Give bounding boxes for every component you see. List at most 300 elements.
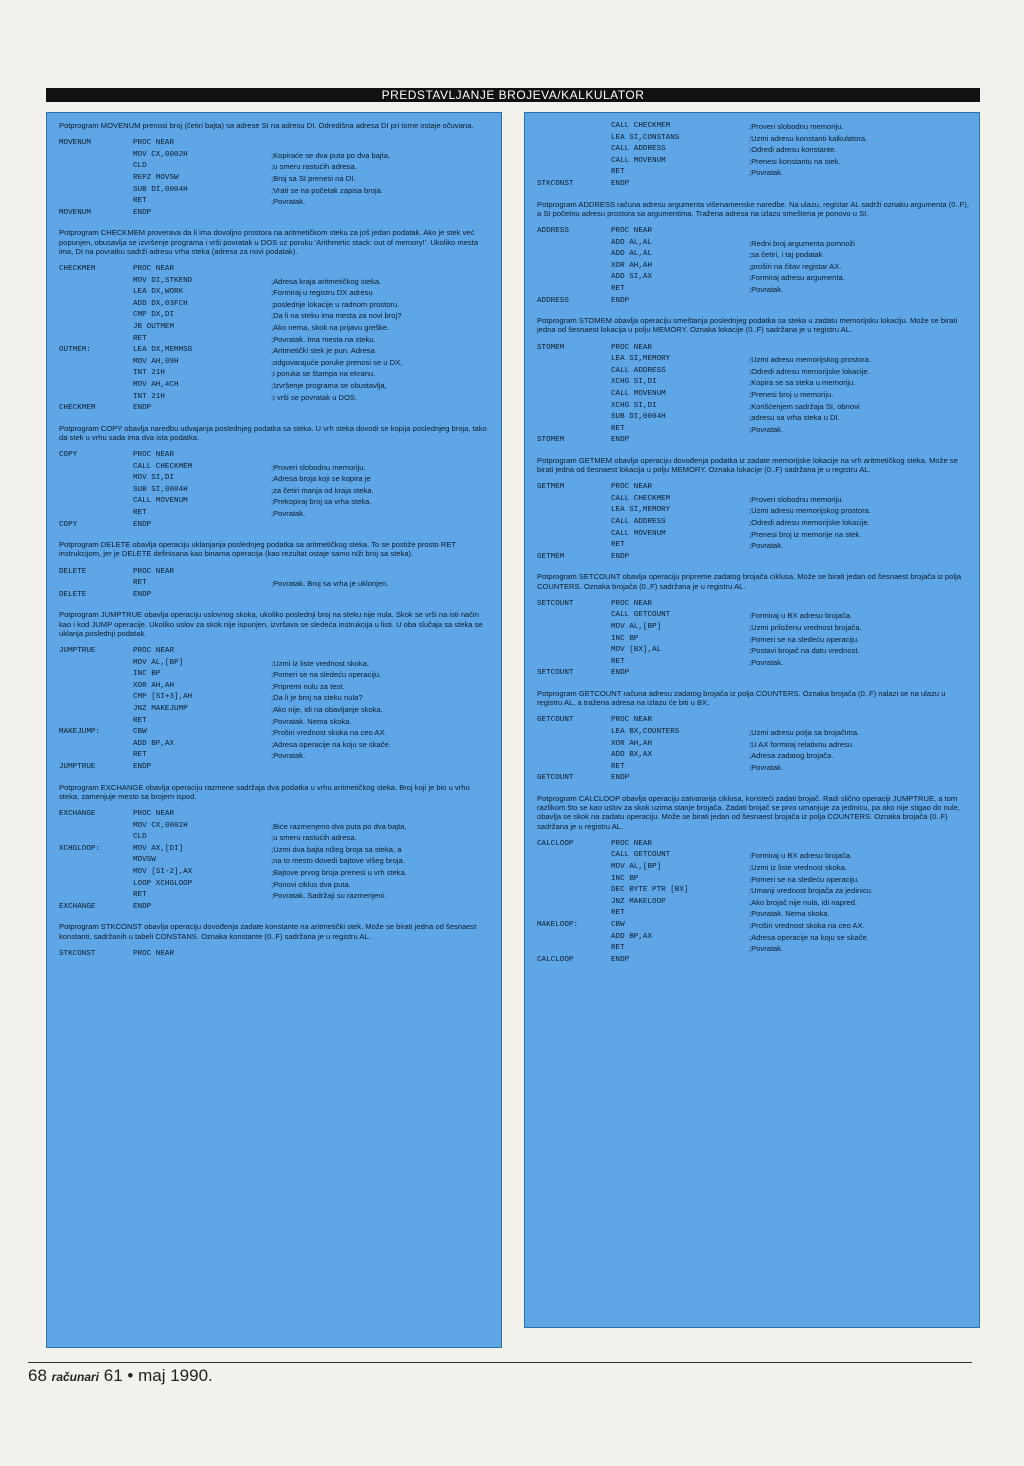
code-instruction: MOV [SI-2],AX [133,867,193,876]
header-title: PREDSTAVLJANJE BROJEVA/KALKULATOR [381,88,645,102]
code-comment: ;Povratak. [271,509,306,519]
code-instruction: CALL CHECKMEM [133,462,193,471]
code-instruction: REPZ MOVSW [133,173,179,182]
code-label: GETMEM [537,552,565,561]
code-line [59,832,491,844]
code-instruction: INT 21H [133,392,165,401]
code-instruction: LEA DX,MEMMSG [133,346,193,355]
code-comment: ;Vrati se na početak zapisa broja. [271,185,384,195]
code-comment: ;Uzmi dva bajta nižeg broja sa steka, a [271,844,402,854]
code-label: CHECKMEM [59,264,96,273]
footer-rule [28,1362,972,1363]
code-instruction: RET [611,944,625,953]
code-instruction: RET [133,891,147,900]
code-comment: ;za četiri manja od kraja steka. [271,485,374,495]
code-label: MAKELOOP: [537,920,579,929]
code-line [59,867,491,879]
code-line [537,540,969,552]
code-comment: ;Adresa broja koji se kopira je [271,474,371,484]
code-line [59,196,491,208]
code-instruction: PROC NEAR [133,567,175,576]
code-instruction: MOV AH,4CH [133,380,179,389]
code-line [537,932,969,944]
code-comment: ;u smeru rastućih adresa. [271,833,357,843]
code-comment: ;Prekopiraj broj sa vrha steka. [271,497,372,507]
code-instruction: ADD SI,AX [611,273,653,282]
code-comment: ;Prenesi broj iz memorije na stek. [749,529,862,539]
code-line [537,144,969,156]
code-comment: ;Odredi adresu konstante. [749,145,837,155]
code-label: STOMEM [537,343,565,352]
code-listing [59,809,491,913]
footer-bullet: • [127,1366,134,1385]
code-instruction: RET [611,762,625,771]
code-label: EXCHANGE [59,809,96,818]
code-listing [59,138,491,219]
code-instruction: PROC NEAR [611,599,653,608]
code-listing [537,121,969,191]
code-instruction: INT 21H [133,369,165,378]
code-instruction: ADD BP,AX [133,739,175,748]
code-instruction: MOV [BX],AL [611,646,662,655]
code-comment: ;Proveri slobodnu memoriju. [271,462,366,472]
code-comment: ;Postavi brojač na datu vrednost. [749,646,860,656]
code-line [537,366,969,378]
code-instruction: XOR AH,AH [133,681,175,690]
code-instruction: RET [133,334,147,343]
code-comment: ;U AX formiraj relativnu adresu. [749,739,855,749]
code-line [59,520,491,532]
description-paragraph: Potprogram STKCONST obavlja operaciju dovođenja zadate konstante na aritmetički stek. Može se birati jedna od šesnaest konstanti, sadržanih u tabeli CONSTANS. Oznaka konstante (0..F) sadržana je u registru AL. [59,922,477,941]
code-comment: ;Proširi vrednost skoka na ceo AX. [749,920,865,930]
code-line [59,462,491,474]
code-comment: ;Adresa operacije na koju se skače. [749,932,869,942]
code-label: EXCHANGE [59,902,96,911]
code-line [59,450,491,462]
code-instruction: ADD BP,AX [611,932,653,941]
code-comment: ;Uzmi iz liste vrednost skoka. [271,658,369,668]
code-comment: ;Povratak. Broj sa vrha je uklonjen. [271,579,389,589]
code-comment: ;Povratak. [749,424,784,434]
page-footer [28,1366,213,1386]
code-instruction: CALL MOVENUM [611,529,666,538]
code-comment: ;Proveri slobodnu memoriju. [749,122,844,131]
code-line [537,645,969,657]
code-line [59,276,491,288]
code-instruction: PROC NEAR [611,343,653,352]
code-line [59,322,491,334]
code-comment: ;Biće razmenjeno dva puta po dva bajta, [271,821,407,831]
code-line [537,377,969,389]
code-instruction: MOV CX,0002H [133,150,188,159]
code-label: XCHGLOOP: [59,844,101,853]
code-instruction: CLD [133,162,147,171]
code-comment: ;Korišćenjem sadržaja SI, obnovi [749,401,860,411]
code-comment: ;Formiraj adresu argumenta. [749,273,845,283]
code-listing [537,482,969,563]
code-instruction: PROC NEAR [133,139,175,148]
code-line [59,138,491,150]
code-listing [59,264,491,415]
code-listing [59,646,491,774]
code-line [59,496,491,508]
code-line [59,809,491,821]
code-instruction: JNZ MAKEJUMP [133,705,188,714]
code-line [537,622,969,634]
code-label: STOMEM [537,436,565,445]
code-line [59,508,491,520]
code-label: SETCOUNT [537,599,574,608]
code-instruction: RET [611,284,625,293]
code-line [537,249,969,261]
description-paragraph: Potprogram SETCOUNT obavlja operaciju pripreme zadatog brojača ciklusa. Može se birati jedan od šesnaest brojača iz polja COUNTERS. Oznaka brojača (0..F) sadržana je u registru AL. [537,572,962,591]
code-line [59,879,491,891]
code-line [59,762,491,774]
code-instruction: INC BP [133,670,161,679]
code-instruction: CALL MOVENUM [611,389,666,398]
code-label: CHECKMEM [59,404,96,413]
code-comment: ;Adresa zadatog brojača. [749,751,834,761]
code-comment: ;Formiraj u BX adresu brojača. [749,611,852,621]
code-label: COPY [59,451,78,460]
code-comment: ;Bajtove prvog broja prenesi u vrh steka. [271,867,407,877]
code-line [59,299,491,311]
code-line [537,668,969,680]
code-instruction: ENDP [133,208,152,217]
code-line [537,354,969,366]
code-label: MOVENUM [59,208,91,217]
code-comment: ;i vrši se povratak u DOS. [271,392,358,402]
code-line [537,272,969,284]
code-line [59,473,491,485]
code-listing [537,599,969,680]
code-instruction: MOVSW [133,856,156,865]
code-line [537,412,969,424]
code-comment: ;Odredi adresu memorijske lokacije. [749,366,870,376]
code-instruction: ADD DX,03FCH [133,299,188,308]
code-label: MAKEJUMP: [59,728,101,737]
code-instruction: PROC NEAR [133,647,175,656]
code-instruction: CALL MOVENUM [133,497,188,506]
code-comment: ;Formiraj u BX adresu brojača. [749,851,852,861]
code-comment: ;Pomeri se na sledeću operaciju. [271,670,382,680]
code-instruction: ENDP [611,955,630,964]
code-instruction: RET [133,509,147,518]
code-instruction: CALL ADDRESS [611,145,666,154]
code-instruction: XOR AH,AH [611,739,653,748]
code-instruction: RET [133,751,147,760]
code-comment: ;Uzmi adresu memorijskog prostora. [749,355,871,365]
left-column-panel [46,112,502,1348]
code-instruction: CMP DX,DI [133,311,175,320]
code-comment: ;Kopiraće se dva puta po dva bajta, [271,150,391,160]
code-instruction: CBW [611,920,625,929]
code-comment: ;Povratak. [749,541,784,551]
code-label: OUTMEM: [59,346,91,355]
code-line [59,739,491,751]
code-line [59,334,491,346]
code-label: GETCOUNT [537,774,574,783]
code-line [537,401,969,413]
code-comment: ;Da li na steku ima mesta za novi broj? [271,311,402,321]
code-line [59,310,491,322]
code-comment: ;Uzmi adresu konstanti kalkulatora. [749,133,868,143]
code-instruction: RET [611,168,625,177]
code-line [537,238,969,250]
code-comment: ;Formiraj u registru DX adresu [271,288,373,298]
description-paragraph: Potprogram COPY obavlja naredbu udvajanja poslednjeg podatka sa steka. U vrh steka dovodi se kopija poslednjeg broja, tako da stek u vrhu sada ima dva ista podatka. [59,423,487,442]
code-comment: ;proširi na čitav registar AX. [749,261,842,271]
code-comment: ;Ponovi ciklus dva puta. [271,879,351,889]
code-line [537,839,969,851]
code-comment: ;sa četiri, i taj podatak [749,250,823,260]
code-line [537,862,969,874]
code-listing [537,715,969,785]
description-paragraph: Potprogram STOMEM obavlja operaciju smeštanja poslednjeg podatka sa steka u zadatu memorijsku lokaciju. Može se birati jedna od šesnaest lokacija u polju MEMORY. Oznaka lokacije (0..F) sadržana je u registru AL. [537,316,958,335]
code-instruction: MOV DI,STKEND [133,276,193,285]
description-paragraph: Potprogram CALCLOOP obavlja operaciju zatvaranja ciklusa, koristeći zadati brojač. Radi slično operaciji JUMPTRUE, a tom razlikom što se kao uslov za skok uzima stanje brojača. Zadati brojač se prvo umanjuje za jedinicu, pa ako nije stigao do nule, obavlja se skok na zadatu operaciju. Može se birati jedan od šesnaest brojača iz polja COUNTERS. Oznaka brojača (0..F) sadržana je u registru AL. [537,793,960,831]
code-instruction: SUB SI,0004H [133,485,188,494]
code-line [59,949,491,961]
code-line [59,821,491,833]
code-comment: ;Povratak. Nema skoka. [271,716,352,726]
code-comment: ;Umanji vrednost brojača za jedinicu. [749,886,874,896]
description-paragraph: Potprogram JUMPTRUE obavlja operaciju uslovnog skoka, ukoliko poslednji broj na steku nije nula. Skok se vrši na isti način kao i kod JUMP operacije. Ukoliko uslov za skok nije ispunjen, izvršava se sledeća instrukcija u listi. U oba slučaja sa steka se uklanja poslednji podatak. [59,610,483,638]
code-label: GETCOUNT [537,716,574,725]
description-paragraph: Potprogram GETMEM obavlja operaciju dovođenja podatka iz zadate memorijske lokacije na vrh aritmetičkog steka. Može se birati jedna od šesnaest lokacija u polju MEMORY. Oznaka lokacije (0..F) sadržana je u registru AL. [537,455,958,475]
description-paragraph: Potprogram EXCHANGE obavlja operaciju razmene sadržaja dva podatka u vrhu aritmetičkog steka. Broj koji je bio u vrhu steka, zamenjuje mesto sa brojem ispod. [59,782,470,801]
code-comment: ;Ako nije, idi na obavljanje skoka. [271,705,383,715]
code-line [59,357,491,369]
code-comment: ;Uzmi adresu memorijskog prostora. [749,506,871,516]
code-instruction: MOV CX,0002H [133,821,188,830]
code-comment: ;Prenesi broj u memoriju. [749,389,834,399]
code-instruction: CALL GETCOUNT [611,851,671,860]
issue-date: maj 1990. [138,1366,213,1385]
code-instruction: ENDP [133,520,152,529]
code-instruction: INC BP [611,874,639,883]
code-instruction: CALL ADDRESS [611,366,666,375]
code-comment: ;i poruka se štampa na ekranu. [271,369,376,379]
code-line [537,494,969,506]
code-line [537,885,969,897]
code-label: CALCLOOP [537,955,574,964]
code-comment: ;Pomeri se na sledeću operaciju. [749,634,860,644]
code-comment: ;Povratak. [749,944,784,954]
code-instruction: CALL CHECKMEM [611,122,671,130]
code-instruction: LEA SI,CONSTANS [611,133,680,142]
code-instruction: RET [133,716,147,725]
code-line [59,567,491,579]
code-line [537,284,969,296]
code-line [537,156,969,168]
code-instruction: ENDP [611,179,630,188]
code-instruction: ADD AL,AL [611,238,653,247]
code-line [537,943,969,955]
code-instruction: XOR AH,AH [611,261,653,270]
code-listing [537,839,969,967]
code-line [59,368,491,380]
code-instruction: LEA DX,WORK [133,288,184,297]
code-line [59,750,491,762]
code-line [537,610,969,622]
code-line [59,578,491,590]
code-comment: ;Povratak. Nema skoka. [749,909,830,919]
code-comment: ;Adresa operacije na koju se skače. [271,739,391,749]
code-instruction: ENDP [611,669,630,678]
code-instruction: MOV AH,09H [133,357,179,366]
code-line [537,179,969,191]
code-line [537,599,969,611]
code-instruction: RET [611,424,625,433]
code-instruction: PROC NEAR [611,483,653,492]
code-label: SETCOUNT [537,669,574,678]
code-comment: ;Povratak. [271,197,306,207]
code-comment: ;u smeru rastućih adresa. [271,162,357,172]
code-instruction: MOV AX,[DI] [133,844,184,853]
code-instruction: PROC NEAR [611,226,653,235]
code-comment: ;na to mesto dovedi bajtove višeg broja. [271,856,405,866]
code-comment: ;odgovarajuće poruke prenosi se u DX, [271,357,403,367]
code-instruction: SUB DI,0004H [611,413,666,422]
code-line [59,716,491,728]
code-instruction: LEA BX,COUNTERS [611,728,680,736]
code-line [537,727,969,739]
code-instruction: CLD [133,833,147,842]
code-instruction: PROC NEAR [133,264,175,273]
code-line [59,264,491,276]
code-line [537,908,969,920]
code-line [537,739,969,751]
code-line [537,389,969,401]
code-comment: ;poslednje lokacije u radnom prostoru. [271,299,400,309]
code-instruction: PROC NEAR [611,839,653,848]
code-listing [59,949,491,961]
code-instruction: JNZ MAKELOOP [611,897,666,906]
code-label: DELETE [59,567,87,576]
code-line [537,226,969,238]
code-line [59,392,491,404]
code-label: JUMPTRUE [59,762,96,771]
code-instruction: CALL MOVENUM [611,156,666,165]
code-line [59,692,491,704]
code-line [59,173,491,185]
code-line [59,727,491,739]
description-paragraph: Potprogram CHECKMEM proverava da li ima dovoljno prostora na aritmetičkom steku za još jedan podatak. Ako je stek već popunjen, obusavlja se izvršenje programa i vrši povratak u DOS uz poruku 'Arithmetic stack: out of memory!'. Ukoliko mesta ima, DI na povratku sadrži adresu vrha steka (adresa za novi podatak). [59,228,479,256]
code-comment: ;Uzmi priloženu vrednost brojača. [749,623,862,633]
code-line [537,517,969,529]
code-instruction: ENDP [133,590,152,599]
code-instruction: ENDP [133,762,152,771]
code-instruction: RET [611,541,625,550]
code-line [537,529,969,541]
code-comment: ;Broj sa SI prenesi na DI. [271,173,356,183]
code-label: CALCLOOP [537,839,574,848]
code-comment: ;Pomeri se na sledeću operaciju. [749,874,860,884]
code-line [537,762,969,774]
code-line [59,855,491,867]
code-comment: ;Izvršenje programa se obustavlja, [271,380,387,390]
code-instruction: ENDP [611,552,630,561]
code-comment: ;Ako nema, skok na prijavu greške. [271,322,390,332]
code-instruction: ENDP [611,296,630,305]
code-listing [59,450,491,531]
code-line [537,505,969,517]
code-instruction: XCHG SI,DI [611,378,657,387]
description-paragraph: Potprogram MOVENUM prenosi broj (četiri bajta) sa adrese SI na adresu DI. Odredišna adresa DI pri tome ostaje očuvana. [59,121,474,130]
code-comment: ;Povratak. Sadržaji su razmenjeni. [271,891,387,901]
code-instruction: CMP [SI+3],AH [133,693,193,702]
right-column-panel [524,112,980,1328]
code-comment: ;Povratak. [749,284,784,294]
code-line [59,704,491,716]
code-label: STKCONST [59,949,96,958]
code-line [537,920,969,932]
code-instruction: PROC NEAR [133,809,175,818]
code-instruction: RET [133,579,147,588]
code-line [59,485,491,497]
code-comment: ;Pripremi nulu za test. [271,681,345,691]
code-line [537,296,969,308]
code-label: ADDRESS [537,226,569,235]
code-instruction: CBW [133,728,147,737]
section-header [46,88,980,102]
code-label: COPY [59,520,78,529]
code-line [59,658,491,670]
description-paragraph: Potprogram DELETE obavlja operaciju uklanjanja poslednjeg podatka sa aritmetičkog steka. To se postiže prosto RET instrukcijom, jer je DELETE definisana kao binarna operacija (kao rezultat ostaje samo niži broj sa steka). [59,540,456,559]
code-line [537,435,969,447]
code-line [537,133,969,145]
code-comment: ;Povratak. [749,762,784,772]
code-line [59,380,491,392]
code-comment: ;Proveri slobodnu memoriju. [749,494,844,504]
code-label: JUMPTRUE [59,647,96,656]
code-comment: ;Uzmi adresu polja sa brojačima. [749,728,860,737]
code-line [59,590,491,602]
code-instruction: ENDP [611,436,630,445]
code-instruction: ENDP [133,902,152,911]
code-line [537,343,969,355]
code-label: GETMEM [537,483,565,492]
code-line [537,897,969,909]
magazine-name: računari [51,1370,100,1384]
code-line [537,167,969,179]
code-instruction: CALL CHECKMEM [611,494,671,503]
description-paragraph: Potprogram GETCOUNT računa adresu zadatog brojača iz polja COUNTERS. Oznaka brojača (0..F) nalazi se na ulazu u registru AL, a tražena adresa na izlazu će biti u BX. [537,689,946,708]
code-line [59,150,491,162]
code-comment: ;Uzmi iz liste vrednost skoka. [749,862,847,872]
code-line [537,850,969,862]
code-comment: ;Redni broj argumenta pomnoži [749,238,855,248]
code-instruction: INC BP [611,634,639,643]
code-comment: ;Da li je broj na steku nula? [271,693,363,703]
code-label: MOVENUM [59,139,91,148]
code-instruction: LOOP XCHGLOOP [133,879,193,888]
code-line [537,874,969,886]
code-instruction: PROC NEAR [133,451,175,460]
page-number: 68 [28,1366,47,1385]
code-line [59,646,491,658]
code-instruction: ENDP [611,774,630,783]
code-instruction: ADD BX,AX [611,751,653,760]
code-instruction: JB OUTMEM [133,322,175,331]
code-comment: ;Proširi vrednost skoka na ceo AX. [271,728,387,738]
code-line [59,902,491,914]
code-comment: ;Prenesi konstantu na stek. [749,156,841,166]
code-comment: ;Povratak. [749,657,784,667]
code-line [59,345,491,357]
code-line [59,403,491,415]
